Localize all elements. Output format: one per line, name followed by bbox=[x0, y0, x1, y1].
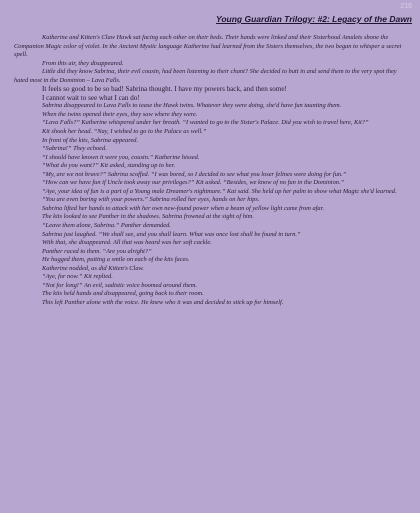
paragraph: From this air, they disappeared. bbox=[42, 59, 124, 67]
paragraph: “Sabrina!” They echoed. bbox=[42, 145, 107, 153]
paragraph: Sabrina disappeared to Lava Falls to tease the Hawk twins. Whatever they were doing, she'd have fun taunting them. bbox=[42, 102, 342, 110]
running-header: Young Guardian Trilogy: #2: Legacy of the Dawn bbox=[216, 14, 412, 24]
paragraph: “Lava Falls?” Katherine whispered under her breath. “I wanted to go to the Sister's Palace. Did you wish to travel here, Kit?” bbox=[42, 119, 369, 127]
paragraph: Katherine and Kitten's Claw Hawk sat facing each other on their beds. Their hands were linked and their Sisterhood Amulets shone the Companion Magic color of violet. In the Ancient Mystic language Katherine had learned from the Sisters themselves, the two began to whisper a secret spell. bbox=[14, 34, 402, 59]
paragraph: “Aye, your idea of fun is a part of a Young male Dreamer's nightmare.” Kat said. She held up her palm to show what Magic she'd learned. bbox=[42, 187, 397, 195]
page-number: 216 bbox=[400, 3, 412, 10]
paragraph: With that, she disappeared. All that was heard was her soft cackle. bbox=[42, 239, 212, 247]
paragraph: When the twins opened their eyes, they saw where they were. bbox=[42, 110, 198, 118]
paragraph: In front of the kits, Sabrina appeared. bbox=[42, 136, 139, 144]
paragraph: This left Panther alone with the voice. He knew who it was and decided to stick up for himself. bbox=[42, 298, 284, 306]
body-text bbox=[14, 34, 408, 308]
paragraph: “How can we have fun if Uncle took away our privileges?” Kit asked. “Besides, we know of no fun in the Dominion.” bbox=[42, 179, 345, 187]
paragraph: “You are even boring with your powers.” Sabrina rolled her eyes, hands on her hips. bbox=[42, 196, 260, 204]
paragraph: Sabrina lifted her hands to attack with her own new-found power when a beam of yellow light came from afar. bbox=[42, 204, 324, 212]
paragraph: Panther raced to them. “Are you alright?” bbox=[42, 247, 152, 255]
paragraph: “I should have known it were you, cousin.” Katherine hissed. bbox=[42, 153, 200, 161]
paragraph: “My, are we not brave?” Sabrina scoffed. “I was bored, so I decided to see what you loser felines were doing for fun.” bbox=[42, 170, 347, 178]
paragraph: “Aye, for now.” Kit replied. bbox=[42, 273, 113, 281]
paragraph: He hugged them, putting a smile on each of the kits faces. bbox=[42, 256, 190, 264]
paragraph: The kits held hands and disappeared, going back to their room. bbox=[42, 290, 204, 298]
paragraph: I cannot wait to see what I can do! bbox=[42, 93, 140, 102]
paragraph: Sabrina just laughed. “We shall see, and you shall learn. What was once lost shall be found in turn.” bbox=[42, 230, 301, 238]
paragraph: The kits looked to see Panther in the shadows. Sabrina frowned at the sight of him. bbox=[42, 213, 254, 221]
paragraph: “Leave them alone, Sabrina.” Panther demanded. bbox=[42, 222, 171, 230]
paragraph: It feels so good to be so bad! Sabrina thought. I have my powers back, and then some! bbox=[42, 85, 287, 94]
paragraph: “What do you want?” Kit asked, standing up to her. bbox=[42, 162, 175, 170]
paragraph: Katherine nodded, as did Kitten's Claw. bbox=[42, 264, 144, 272]
paragraph: Little did they know Sabrina, their evil cousin, had been listening to their chant? She decided to butt in and send them to the very spot they hated most in the Dominion – Lava Falls. bbox=[14, 68, 397, 84]
paragraph: Kit shook her head. “Nay, I wished to go to the Palace as well.” bbox=[42, 128, 207, 136]
paragraph: “Not for long!” An evil, sadistic voice boomed around them. bbox=[42, 281, 197, 289]
